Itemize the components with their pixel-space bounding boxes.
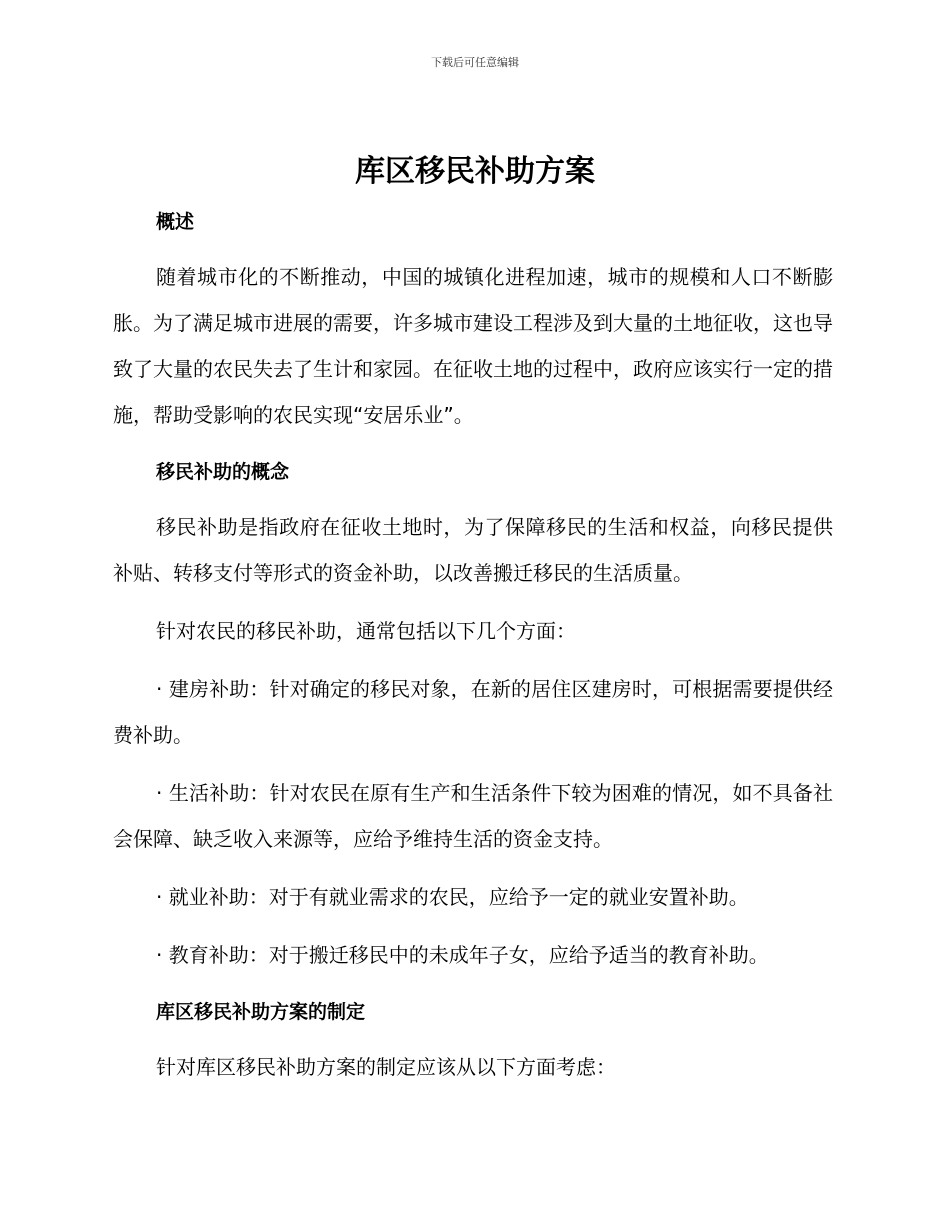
overview-paragraph: 随着城市化的不断推动，中国的城镇化进程加速，城市的规模和人口不断膨胀。为了满足城市进展的需要，许多城市建设工程涉及到大量的土地征收，这也导致了大量的农民失去了生计和家园。在征收土地的过程中，政府应该实行一定的措施，帮助受影响的农民实现“安居乐业”。 — [113, 265, 833, 427]
document-title: 库区移民补助方案 — [355, 154, 595, 189]
concept-paragraph: 移民补助是指政府在征收土地时，为了保障移民的生活和权益，向移民提供补贴、转移支付等形式的资金补助，以改善搬迁移民的生活质量。 — [113, 515, 833, 585]
page-header-note: 下载后可任意编辑 — [431, 56, 519, 69]
bullet-housing-subsidy: · 建房补助：针对确定的移民对象，在新的居住区建房时，可根据需要提供经费补助。 — [113, 677, 833, 747]
section-heading-plan-formulation: 库区移民补助方案的制定 — [156, 1001, 366, 1023]
section-heading-overview: 概述 — [156, 211, 195, 233]
section-heading-concept: 移民补助的概念 — [156, 461, 290, 483]
concept-intro-paragraph: 针对农民的移民补助，通常包括以下几个方面： — [156, 619, 576, 643]
plan-formulation-paragraph: 针对库区移民补助方案的制定应该从以下方面考虑： — [156, 1055, 616, 1079]
bullet-education-subsidy: · 教育补助：对于搬迁移民中的未成年子女，应给予适当的教育补助。 — [156, 943, 769, 967]
bullet-living-subsidy: · 生活补助：针对农民在原有生产和生活条件下较为困难的情况，如不具备社会保障、缺乏收入来源等，应给予维持生活的资金支持。 — [113, 781, 833, 851]
document-body — [113, 202, 833, 1090]
bullet-employment-subsidy: · 就业补助：对于有就业需求的农民，应给予一定的就业安置补助。 — [156, 885, 749, 909]
